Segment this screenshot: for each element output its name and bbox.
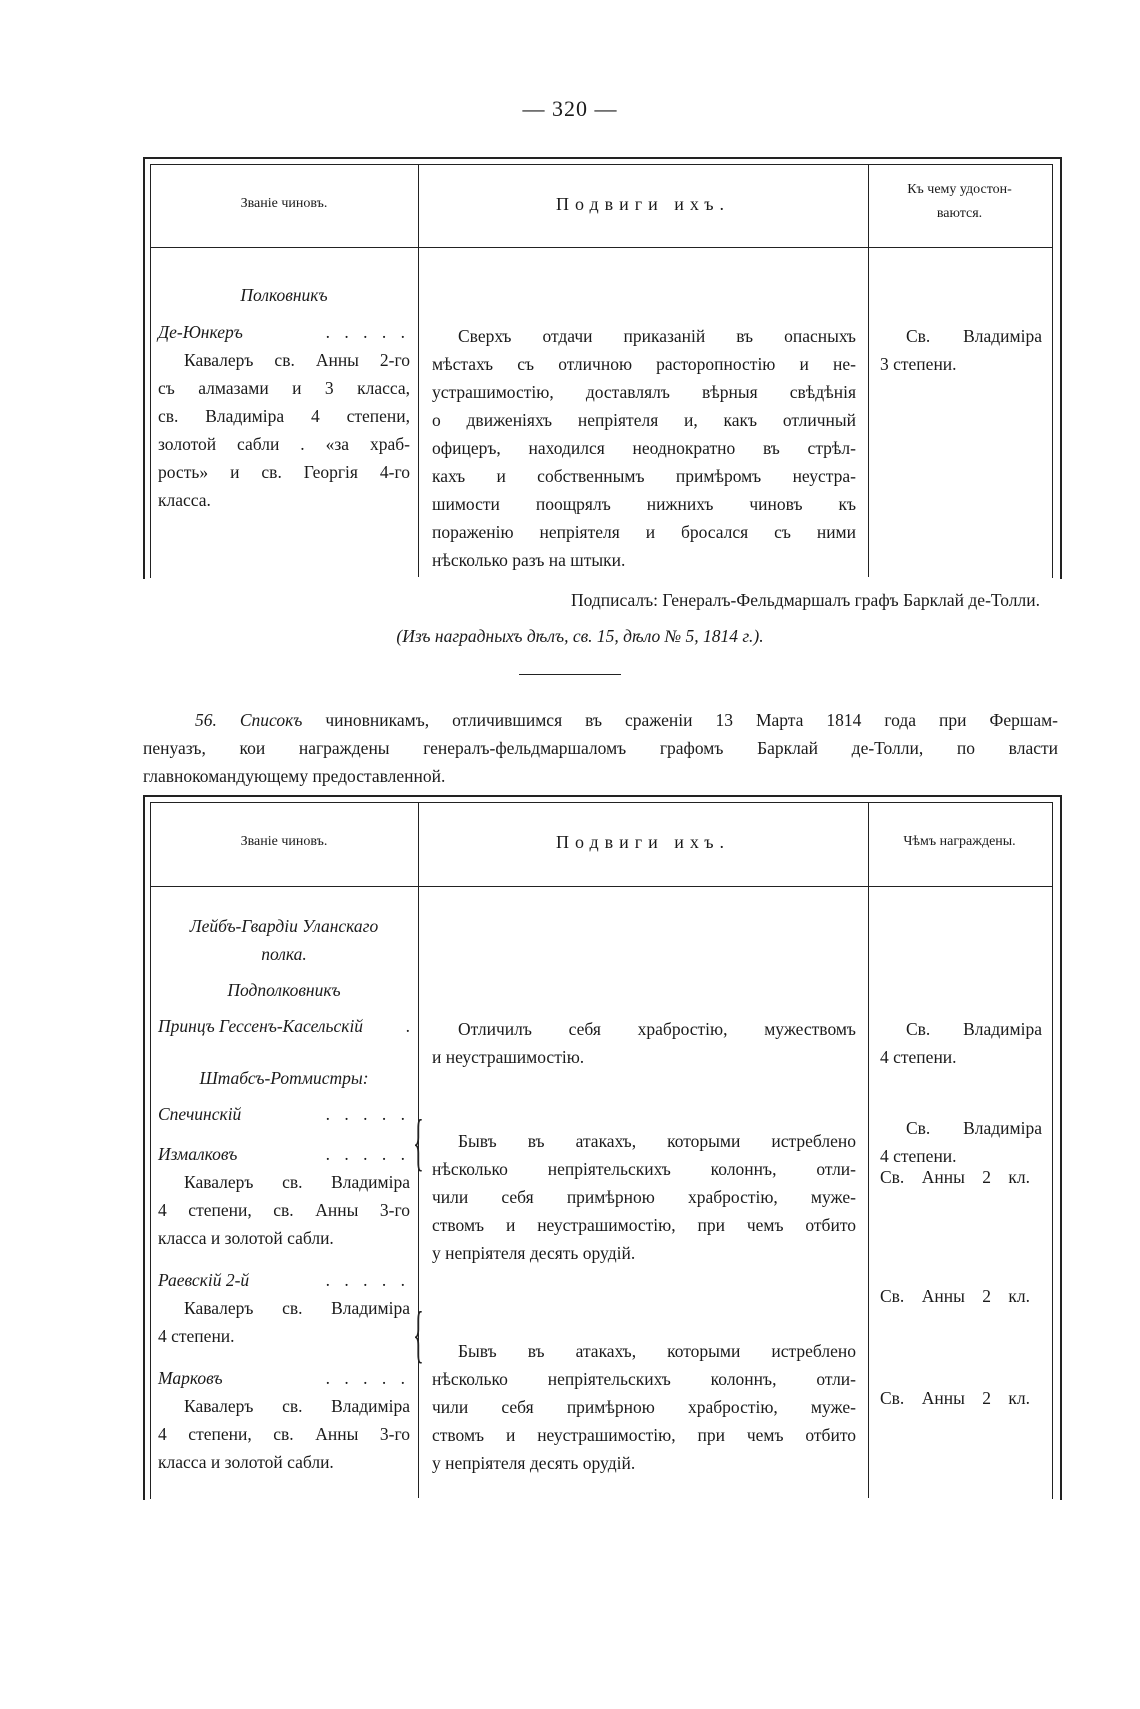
table2-header-rank: Званіе чиновъ. bbox=[240, 834, 328, 849]
raevsky-row: Раевскій 2-й . . . . . bbox=[158, 1270, 410, 1290]
name-row: Де-Юнкеръ . . . . . bbox=[158, 318, 410, 346]
rank-captains: Штабсъ-Ротмистры: bbox=[199, 1068, 369, 1088]
spechinsky-reward: Св. Владиміра 4 степени. bbox=[880, 1118, 1042, 1166]
markov-row: Марковъ . . . . . bbox=[158, 1368, 410, 1388]
group2-deed: Бывъ въ атакахъ, которыми истреблено нѣсколько непріятельскихъ колоннъ, отли- чили себя примѣрною храбростію, муже- ствомъ и неустрашимостію, при чемъ отбито у непріятеля десять орудій. bbox=[432, 1341, 856, 1473]
table2-rank-cell: Лейбъ-Гвардіи Уланскаго полка. Подполковникъ Принцъ Гессенъ-Касельскій . Штабсъ-Ротмистры: Спечинскій . . . . . Измалковъ . . . . . Кавалеръ св. Владиміра 4 степени, св. Анны 3-го класса и золотой сабли. Раевскій 2-й . . . . . Кавалеръ св. Владиміра 4 степени. Марковъ . . . . . Кавалеръ св. Владиміра 4 степени, св. Анны 3-го класса и золотой сабли. bbox=[158, 916, 410, 1472]
prince-deed: Отличилъ себя храбростію, мужествомъ и неустрашимостію. bbox=[432, 1019, 856, 1067]
izmalkov-reward: Св. Анны 2 кл. bbox=[880, 1167, 1030, 1187]
table1-reward-cell: Св. Владиміра 3 степени. bbox=[880, 326, 1042, 374]
section-separator bbox=[519, 674, 621, 675]
group1-deed: Бывъ въ атакахъ, которыми истреблено нѣсколько непріятельскихъ колоннъ, отли- чили себя примѣрною храбростію, муже- ствомъ и неустрашимостію, при чемъ отбито у непріятеля десять орудій. bbox=[432, 1131, 856, 1263]
source-reference: (Изъ наградныхъ дѣлъ, св. 15, дѣло № 5, 1814 г.). bbox=[396, 626, 764, 646]
table2-header-reward: Чѣмъ награждены. bbox=[903, 834, 1016, 849]
table2-header-deeds: Подвиги ихъ. bbox=[555, 832, 731, 852]
section-title-word: Списокъ bbox=[239, 710, 303, 730]
table1-deeds-cell: Сверхъ отдачи приказаній въ опасныхъ мѣстахъ съ отличною расторопностію и не- устрашимостію, доставлялъ вѣрныя свѣдѣнія о движеніяхъ непріятеля и, какъ отличный офицеръ, находился неоднократно въ стрѣл- кахъ и собственнымъ примѣромъ неустра- шимости поощрялъ нижнихъ чиновъ къ пораженію непріятеля и бросался съ ними нѣсколько разъ на штыки. bbox=[432, 326, 856, 570]
table1-rank-cell bbox=[158, 281, 410, 514]
izmalkov-row: Измалковъ . . . . . bbox=[158, 1144, 410, 1164]
signature: Подписалъ: Генералъ-Фельдмаршалъ графъ Барклай де-Толли. bbox=[570, 590, 1040, 610]
prince-row: Принцъ Гессенъ-Касельскій . bbox=[158, 1012, 410, 1040]
rank-lt-colonel: Подполковникъ bbox=[227, 980, 341, 1000]
brace-group-2-icon: { bbox=[413, 1298, 424, 1369]
page-number: — 320 — bbox=[522, 96, 618, 121]
awards-list: Кавалеръ св. Анны 2-го съ алмазами и 3 класса, св. Владиміра 4 степени, золотой сабли . «за храб- рость» и св. Георгія 4-го класса. bbox=[158, 350, 410, 510]
section-number: 56. bbox=[195, 710, 217, 730]
raevsky-reward: Св. Анны 2 кл. bbox=[880, 1286, 1030, 1306]
name: Де-Юнкеръ bbox=[158, 322, 243, 342]
section-56-heading: 56. Списокъ чиновникамъ, отличившимся въ сраженіи 13 Марта 1814 года при Фершам- пенуазъ, кои награждены генералъ-фельдмаршаломъ графомъ Барклай де-Толли, по власти главнокомандующему предоставленной. bbox=[143, 710, 1058, 786]
table1-header-reward: Къ чему удостон- ваются. bbox=[907, 182, 1012, 221]
spechinsky-row: Спечинскій . . . . . bbox=[158, 1104, 410, 1124]
prince-name: Принцъ Гессенъ-Касельскій bbox=[158, 1016, 364, 1036]
table1-header-rank: Званіе чиновъ. bbox=[240, 196, 328, 211]
prince-reward: Св. Владиміра 4 степени. bbox=[880, 1019, 1042, 1067]
brace-group-1-icon: { bbox=[413, 1106, 424, 1177]
markov-reward: Св. Анны 2 кл. bbox=[880, 1388, 1030, 1408]
rank-title: Полковникъ bbox=[240, 285, 328, 305]
table1-header-deeds: Подвиги ихъ. bbox=[555, 194, 731, 214]
